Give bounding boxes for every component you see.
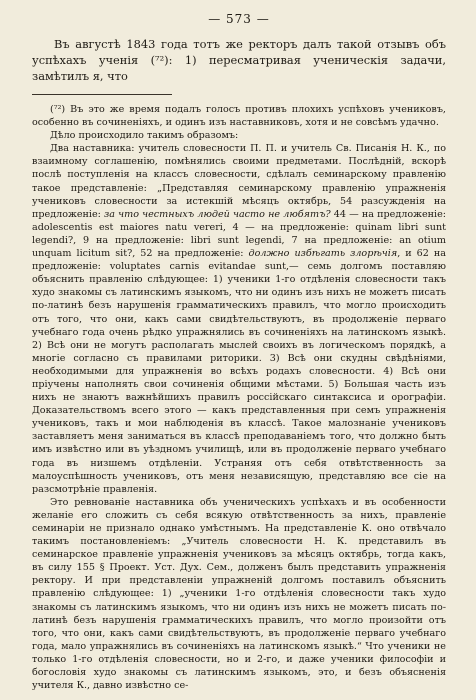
footnote-p3-b: за что честныхъ людей часто не любятъ? [104, 208, 331, 220]
footnote-divider [32, 94, 172, 95]
page-number: — 573 — [208, 12, 270, 26]
footnote-paragraph-4: Это ревнованіе наставника объ ученическихъ успѣхахъ и въ особенности желаніе его сложить съ себя всякую отвѣтственность за нихъ, правленіе семинаріи не признало однако умѣстнымъ. На представленіе К. оно отвѣчало такимъ постановленіемъ: „Учитель словесности Н. К. представилъ въ семинарское правленіе упражненія учениковъ за мѣсяцъ октябрь, тогда какъ, въ силу 155 § Проект. Уст. Дух. Сем., долженъ былъ представить упражненія ректору. И при представленіи упражненій долгомъ поставилъ объяснить правленію слѣдующее: 1) „ученики 1-го отдѣленія словесности такъ худо знакомы съ латинскимъ языкомъ, что ни одинъ изъ нихъ не можетъ писать по-латинѣ безъ нарушенія грамматическихъ правилъ, что могло произойти отъ того, что они, какъ сами свидѣтельствуютъ, въ продолженіе перваго учебнаго года, мало упражнялись въ сочиненіяхъ на латинскомъ языкѣ.“ Что ученики не только 1-го отдѣленія словесности, но и 2-го, и даже ученики философіи и богословія худо знакомы съ латинскимъ языкомъ, это, и безъ объясненія учителя К., давно извѣстно се- [32, 496, 446, 692]
footnote-block [32, 103, 446, 692]
footnote-p3-e: , и 62 на предложеніе: voluptates carnis evitandae sunt,— семь долгомъ поставляю объяснить правленію слѣдующее: 1) ученики 1-го отдѣленія словесности такъ худо знакомы съ латинскимъ языкомъ, что ни одинъ изъ нихъ не можетъ писать по-латинѣ безъ нарушенія грамматическихъ правилъ, что могло происходить отъ того, что они, какъ сами свидѣтельствуютъ, въ продолженіе перваго учебнаго года очень рѣдко упражнялись въ сочиненіяхъ на латинскомъ языкѣ. 2) Всѣ они не могутъ располагать мыслей своихъ въ логическомъ порядкѣ, а многіе согласно съ правилами риторики. 3) Всѣ они скудны свѣдѣніями, необходимыми для упражненія во всѣхъ родахъ словесности. 4) Всѣ они пріучены наполнять свои сочиненія общими мѣстами. 5) Большая часть изъ нихъ не знаютъ важнѣйшихъ правилъ россійскаго синтаксиса и орографіи. Доказательствомъ всего этого — какъ представленныя при семъ упражненія учениковъ, такъ и мои наблюденія въ классѣ. Такое малознаніе учениковъ заставляетъ меня заниматься въ классѣ преподаваніемъ того, что должно быть имъ извѣстно или въ уѣздномъ училищѣ, или въ продолженіе перваго учебнаго года въ низшемъ отдѣленіи. Устраняя отъ себя отвѣтственность за малоуспѣшность учениковъ, отъ меня независящую, представляю все сіе на разсмотрѣніе правленія. [32, 248, 446, 495]
main-text [32, 36, 446, 84]
footnote-intro: (⁷²) Въ это же время подалъ голосъ противъ плохихъ успѣховъ учениковъ, особенно въ сочиненіяхъ, и одинъ изъ наставниковъ, хотя и не совсѣмъ удачно. [32, 104, 446, 129]
footnote-p3-c: 44 — на предложеніе: adolescentis est maiores natu vereri, 4 — на предложеніе: quinam libri sunt legendi?, 9 на предложеніе: libri sunt legendi, 7 на предложеніе: an otium unquam licitum sit?, 52 на предложеніе: [32, 208, 446, 260]
footnote-paragraph-3 [32, 142, 446, 496]
footnote-paragraph-2: Дѣло происходило такимъ образомъ: [50, 130, 239, 142]
main-paragraph: Въ августѣ 1843 года тотъ же ректоръ далъ такой отзывъ объ успѣхахъ ученія (⁷²): 1) пересматривая ученическія задачи, замѣтилъ я, что [32, 37, 446, 83]
footnote-p3-d: должно избѣгать злорѣчія [248, 248, 398, 260]
footnote-p3-a: Два наставника: учитель словесности П. П. и учитель Св. Писанія Н. К., по взаимному соглашенію, помѣнялись своими предметами. Послѣдній, вскорѣ послѣ поступленія на классъ словесности, сдѣлалъ семинарскому правленію такое представленіе: „Представляя семинарскому правленію упражненія учениковъ словесности за истекшій мѣсяцъ октябрь, 54 разсужденія на предложеніе: [32, 143, 446, 220]
